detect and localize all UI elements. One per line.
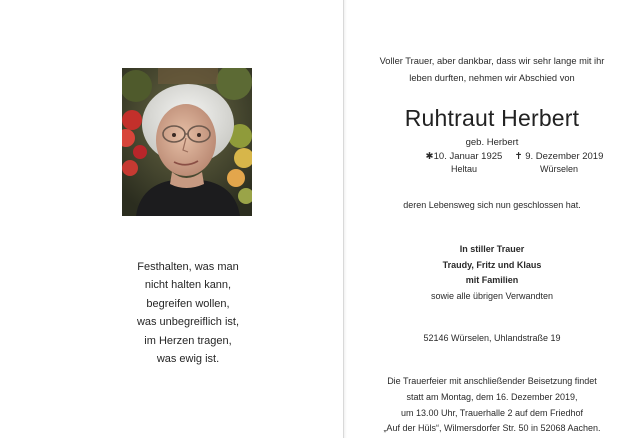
portrait-photo [122, 68, 252, 216]
poem-line: im Herzen tragen, [144, 334, 232, 347]
intro-text [344, 53, 640, 87]
mourners-block [344, 242, 640, 304]
funeral-info [344, 374, 640, 437]
death-place: Würselen [539, 164, 578, 174]
intro-line: leben durften, nehmen wir Abschied von [409, 73, 575, 83]
portrait-image [122, 68, 252, 216]
death-date: 9. Dezember 2019 [525, 151, 604, 162]
intro-line: Voller Trauer, aber dankbar, dass wir sehr lange mit ihr [379, 56, 605, 66]
funeral-line: um 13.00 Uhr, Trauerhalle 2 auf dem Friedhof [400, 407, 584, 418]
poem-line: nicht halten kann, [144, 279, 232, 292]
mourners-names: Traudy, Fritz und Klaus [442, 259, 542, 270]
life-path-text: deren Lebensweg sich nun geschlossen hat. [403, 200, 581, 210]
poem-line: begreifen wollen, [146, 297, 230, 310]
poem [100, 258, 276, 368]
address: 52146 Würselen, Uhlandstraße 19 [423, 333, 561, 343]
mourners-relatives: sowie alle übrigen Verwandten [430, 290, 554, 301]
birth-info [418, 151, 510, 175]
funeral-line: statt am Montag, dem 16. Dezember 2019, [406, 391, 578, 402]
deceased-name: Ruhtraut Herbert [404, 105, 580, 131]
poem-line: was unbegreiflich ist, [136, 316, 240, 329]
mourners-heading: In stiller Trauer [459, 244, 525, 254]
birth-star-icon: ✱ [425, 151, 434, 162]
mourners-families: mit Familien [465, 275, 519, 285]
funeral-line: „Auf der Hüls“, Wilmersdorfer Str. 50 in 52068 Aachen. [383, 423, 601, 434]
maiden-name: geb. Herbert [465, 137, 519, 148]
right-page [344, 0, 640, 438]
birth-place: Heltau [450, 164, 477, 174]
funeral-line: Die Trauerfeier mit anschließender Beisetzung findet [387, 376, 597, 386]
death-cross-icon: ✝ [514, 151, 523, 162]
poem-line: was ewig ist. [156, 353, 220, 366]
poem-line: Festhalten, was man [137, 261, 239, 273]
life-dates [344, 151, 640, 181]
birth-date: 10. Januar 1925 [433, 151, 503, 162]
death-info [499, 151, 619, 175]
